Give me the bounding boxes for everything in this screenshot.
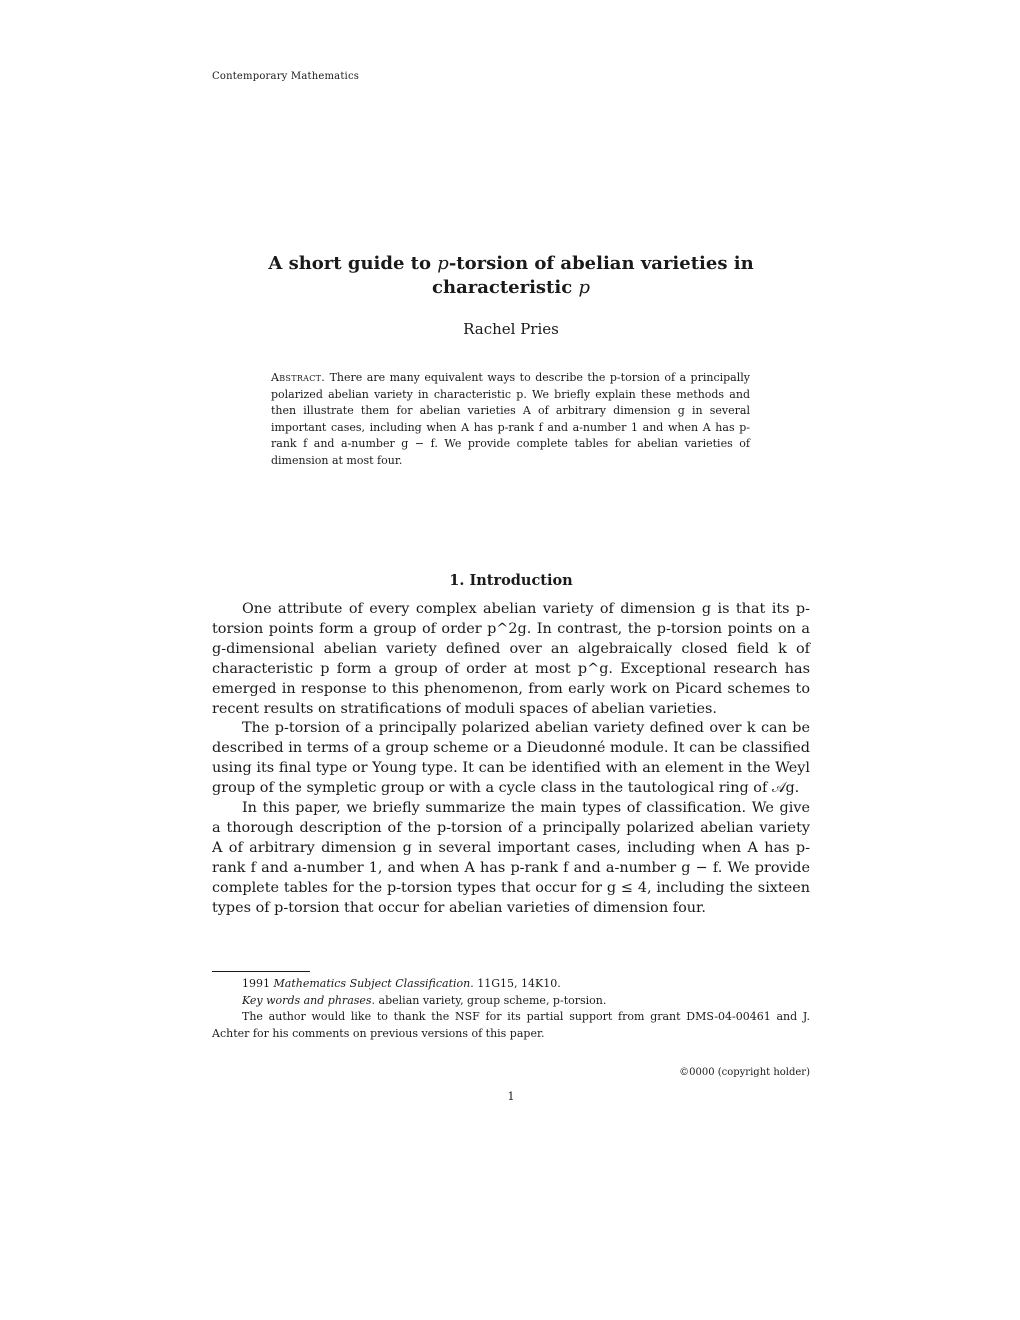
author-name: Rachel Pries	[463, 320, 559, 338]
footnote-rule	[212, 971, 310, 972]
section-title: 1. Introduction	[449, 572, 573, 589]
page-number: 1	[507, 1090, 515, 1103]
abstract	[271, 370, 750, 470]
paragraph: One attribute of every complex abelian variety of dimension g is that its p-torsion points form a group of order p^2g. In contrast, the p-torsion points on a g-dimensional abelian variety defined over an algebraically closed field k of characteristic p form a group of order at most p^g. Exceptional research has emerged in response to this phenomenon, from early work on Picard schemes to recent results on stratifications of moduli spaces of abelian varieties.	[212, 601, 810, 717]
title-variable-2: p	[578, 277, 590, 298]
paragraph: In this paper, we briefly summarize the main types of classification. We give a thorough description of the p-torsion of a principally polarized abelian variety A of arbitrary dimension g in several important cases, including when A has p-rank f and a-number 1, and when A has p-rank f and a-number g − f. We provide complete tables for the p-torsion types that occur for g ≤ 4, including the sixteen types of p-torsion that occur for abelian varieties of dimension four.	[212, 800, 810, 916]
msc-year: 1991	[242, 977, 270, 990]
abstract-label: Abstract.	[271, 371, 326, 384]
paper-title	[212, 252, 810, 300]
journal-name: Contemporary Mathematics	[212, 71, 360, 82]
title-part-2: -torsion of abelian varieties in characteristic	[432, 253, 754, 298]
footnotes	[212, 976, 810, 1042]
footnote-thanks: The author would like to thank the NSF for its partial support from grant DMS-04-00461 and J. Achter for his comments on previous versions of this paper.	[212, 1010, 810, 1040]
footnote-msc	[212, 976, 810, 993]
title-part-1: A short guide to	[268, 253, 438, 274]
copyright-notice: ©0000 (copyright holder)	[679, 1067, 810, 1078]
keywords-label: Key words and phrases.	[242, 993, 376, 1007]
msc-codes: 11G15, 14K10.	[477, 977, 561, 990]
footnote-keywords	[212, 993, 810, 1010]
title-variable: p	[437, 253, 449, 274]
abstract-text: There are many equivalent ways to describe the p-torsion of a principally polarized abelian variety in characteristic p. We briefly explain these methods and then illustrate them for abelian varieties A of arbitrary dimension g in several important cases, including when A has p-rank f and a-number 1 and when A has p-rank f and a-number g − f. We provide complete tables for abelian varieties of dimension at most four.	[271, 371, 750, 467]
paragraph: The p-torsion of a principally polarized abelian variety defined over k can be described in terms of a group scheme or a Dieudonné module. It can be classified using its final type or Young type. It can be identified with an element in the Weyl group of the sympletic group or with a cycle class in the tautological ring of 𝒜g.	[212, 720, 810, 797]
section-body	[212, 600, 810, 919]
keywords-text: abelian variety, group scheme, p-torsion.	[378, 993, 607, 1007]
msc-label: Mathematics Subject Classification.	[273, 977, 474, 990]
